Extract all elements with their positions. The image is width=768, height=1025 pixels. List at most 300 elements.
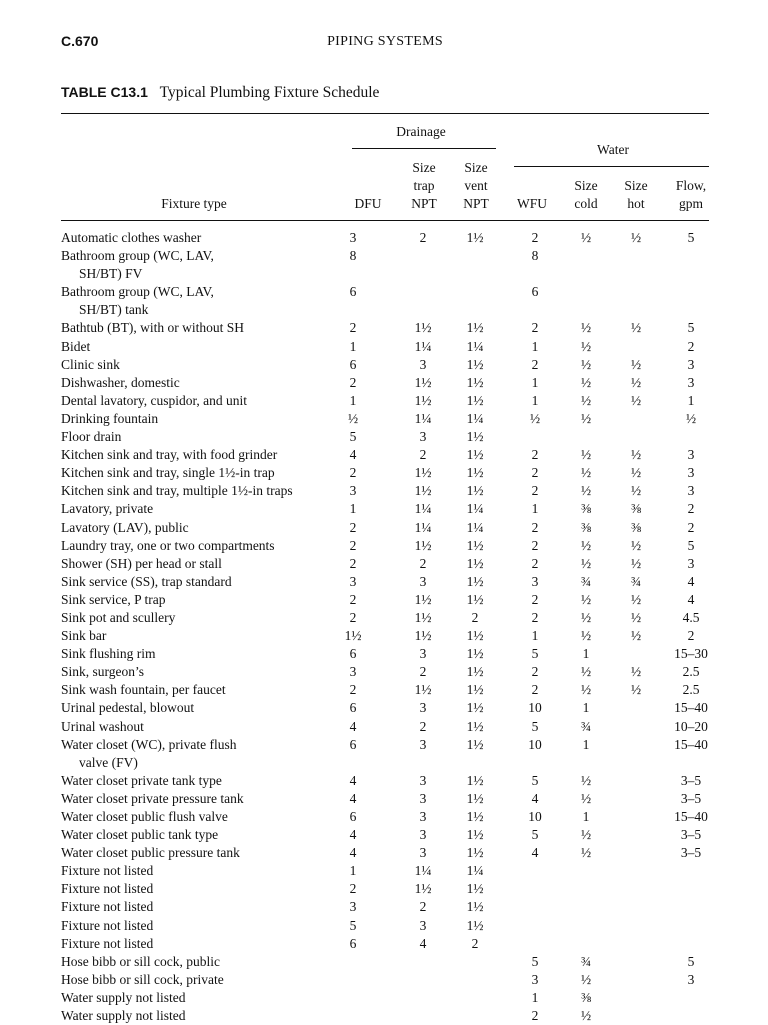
wfu-cell: 5 [531, 646, 539, 662]
fixture-type-cell [61, 953, 351, 971]
wfu-cell: 5 [531, 718, 539, 734]
dfu-cell: 1 [349, 338, 357, 354]
trap-size-cell: 1½ [414, 392, 432, 408]
fixture-type-text: Bathtub (BT), with or without SH [61, 320, 244, 336]
wfu-cell: 2 [531, 519, 539, 535]
vent-size-cell: 1½ [466, 356, 484, 372]
header-flow-line1: Flow, [675, 178, 707, 193]
fixture-type-cell [61, 410, 351, 428]
cold-size-cell: ½ [580, 1008, 592, 1024]
fixture-type-text: Sink pot and scullery [61, 609, 176, 625]
fixture-type-cell [61, 844, 351, 862]
cold-size-cell: ½ [580, 447, 592, 463]
hot-size-cell: ½ [630, 555, 642, 571]
vent-size-cell: 1¼ [466, 338, 484, 354]
dfu-cell: 8 [349, 248, 357, 264]
cold-size-cell: ½ [580, 609, 592, 625]
table-row [61, 609, 709, 627]
wfu-cell: 10 [528, 700, 542, 716]
fixture-type-cell [61, 392, 351, 410]
trap-size-cell: 3 [419, 827, 427, 843]
wfu-cell: 10 [528, 809, 542, 824]
vent-size-cell: 2 [471, 609, 479, 625]
hot-size-cell: ½ [630, 537, 642, 553]
fixture-type-cell [61, 446, 351, 464]
vent-size-cell: 1½ [466, 790, 484, 806]
fixture-type-text: Water closet public pressure tank [61, 845, 240, 861]
table-row [61, 880, 709, 898]
flow-gpm-cell: 15–40 [674, 809, 708, 824]
vent-size-cell: 1½ [466, 917, 484, 933]
dfu-cell: 3 [349, 483, 357, 499]
fixture-type-text: Water supply not listed [61, 1008, 186, 1024]
trap-size-cell: 1½ [414, 374, 432, 390]
hot-size-cell: ½ [630, 609, 642, 625]
fixture-type-text: Kitchen sink and tray, with food grinder [61, 447, 278, 463]
cold-size-cell: ½ [580, 682, 592, 698]
fixture-type-text: Floor drain [61, 429, 122, 445]
cold-size-cell: ½ [580, 410, 592, 426]
dfu-cell: 1 [349, 392, 357, 408]
table-row [61, 482, 709, 500]
table-row [61, 953, 709, 971]
page-number: C.670 [61, 33, 99, 49]
fixture-type-cell [61, 862, 351, 880]
header-group-water: Water [597, 142, 629, 157]
table-row [61, 283, 709, 319]
fixture-type-cell [61, 247, 351, 283]
fixture-type-cell [61, 681, 351, 699]
fixture-type-cell [61, 609, 351, 627]
trap-size-cell: 1½ [414, 320, 432, 336]
table-top-rule [61, 113, 709, 114]
flow-gpm-cell: 3–5 [680, 827, 702, 843]
vent-size-cell: 1½ [466, 700, 484, 716]
flow-gpm-cell: 2 [687, 519, 695, 535]
table-row [61, 392, 709, 410]
table-title: Typical Plumbing Fixture Schedule [159, 84, 380, 101]
vent-size-cell: 1½ [466, 392, 484, 408]
fixture-type-text: Kitchen sink and tray, single 1½-in trap [61, 465, 275, 481]
header-hot-line2: hot [627, 196, 645, 211]
cold-size-cell: 1 [582, 809, 590, 824]
fixture-type-text: Drinking fountain [61, 410, 159, 426]
flow-gpm-cell: 4 [687, 573, 695, 589]
cold-size-cell: ⅜ [580, 519, 592, 535]
fixture-type-cell [61, 718, 351, 736]
fixture-type-continuation: valve (FV) [79, 754, 138, 770]
cold-size-cell: 1 [582, 646, 590, 662]
hot-size-cell: ½ [630, 483, 642, 499]
header-wfu: WFU [517, 196, 547, 211]
vent-size-cell: 1½ [466, 483, 484, 499]
fixture-type-text: Fixture not listed [61, 917, 154, 933]
table-row [61, 374, 709, 392]
vent-size-cell: 1½ [466, 555, 484, 571]
trap-size-cell: 2 [419, 664, 427, 680]
cold-size-cell: ½ [580, 845, 592, 861]
fixture-type-cell [61, 736, 351, 772]
vent-size-cell: 1½ [466, 573, 484, 589]
fixture-type-cell [61, 229, 351, 247]
flow-gpm-cell: 4 [687, 591, 695, 607]
dfu-cell: 2 [349, 320, 357, 336]
flow-gpm-cell: 15–40 [674, 736, 708, 752]
table-row [61, 844, 709, 862]
fixture-type-text: Urinal pedestal, blowout [61, 700, 195, 716]
dfu-cell: 2 [349, 591, 357, 607]
wfu-cell: 3 [531, 971, 539, 987]
fixture-type-text: Dental lavatory, cuspidor, and unit [61, 392, 248, 408]
fixture-type-text: Laundry tray, one or two compartments [61, 537, 275, 553]
vent-size-cell: 1½ [466, 809, 484, 824]
running-title: PIPING SYSTEMS [327, 34, 443, 49]
fixture-type-text: Shower (SH) per head or stall [61, 555, 222, 571]
trap-size-cell: 2 [419, 447, 427, 463]
table-row [61, 247, 709, 283]
fixture-type-text: Automatic clothes washer [61, 230, 202, 245]
fixture-type-text: Water closet public flush valve [61, 809, 228, 824]
fixture-type-text: Water closet public tank type [61, 827, 219, 843]
header-cold-line2: cold [574, 196, 598, 211]
fixture-type-cell [61, 338, 351, 356]
hot-size-cell: ½ [630, 392, 642, 408]
table-row [61, 410, 709, 428]
hot-size-cell: ½ [630, 628, 642, 644]
vent-size-cell: 1½ [466, 537, 484, 553]
hot-size-cell: ½ [630, 374, 642, 390]
cold-size-cell: ½ [580, 591, 592, 607]
table-row [61, 826, 709, 844]
wfu-cell: 1 [531, 338, 539, 354]
table-row [61, 917, 709, 935]
header-dfu: DFU [354, 196, 382, 211]
trap-size-cell: 2 [419, 899, 427, 915]
trap-size-cell: 1½ [414, 682, 432, 698]
dfu-cell: 3 [349, 573, 357, 589]
table-row [61, 898, 709, 916]
flow-gpm-cell: 3 [687, 971, 695, 987]
vent-size-cell: 1½ [466, 899, 484, 915]
cold-size-cell: ½ [580, 374, 592, 390]
vent-size-cell: 1½ [466, 664, 484, 680]
fixture-type-cell [61, 699, 351, 717]
vent-size-cell: 1½ [466, 320, 484, 336]
dfu-cell: 6 [349, 809, 357, 824]
header-trap-line1: Size [412, 160, 436, 175]
fixture-type-text: Sink, surgeon’s [61, 664, 145, 680]
trap-size-cell: 1½ [414, 609, 432, 625]
trap-size-cell: 3 [419, 772, 427, 788]
trap-size-cell: 3 [419, 917, 427, 933]
fixture-type-text: Bathroom group (WC, LAV, [61, 284, 214, 300]
flow-gpm-cell: 2.5 [682, 682, 700, 698]
wfu-cell: 2 [531, 465, 539, 481]
fixture-type-cell [61, 935, 351, 953]
cold-size-cell: ¾ [580, 718, 592, 734]
fixture-type-continuation: SH/BT) FV [79, 266, 143, 282]
header-vent-line1: Size [464, 160, 488, 175]
hot-size-cell: ½ [630, 591, 642, 607]
cold-size-cell: ½ [580, 356, 592, 372]
fixture-type-cell [61, 374, 351, 392]
flow-gpm-cell: 2 [687, 501, 695, 517]
header-hot-line1: Size [624, 178, 648, 193]
flow-gpm-cell: 5 [687, 230, 695, 245]
dfu-cell: 5 [349, 429, 357, 445]
cold-size-cell: ½ [580, 772, 592, 788]
water-group-rule [514, 166, 709, 167]
flow-gpm-cell: 3 [687, 356, 695, 372]
dfu-cell: 2 [349, 881, 357, 897]
dfu-cell: 2 [349, 555, 357, 571]
drainage-group-rule [352, 148, 496, 149]
flow-gpm-cell: 15–30 [674, 646, 708, 662]
fixture-type-cell [61, 555, 351, 573]
fixture-type-cell [61, 319, 351, 337]
vent-size-cell: 1½ [466, 465, 484, 481]
trap-size-cell: 2 [419, 718, 427, 734]
fixture-type-text: Hose bibb or sill cock, private [61, 971, 224, 987]
cold-size-cell: ¾ [580, 953, 592, 969]
dfu-cell: 3 [349, 664, 357, 680]
table-row [61, 428, 709, 446]
dfu-cell: 1 [349, 863, 357, 879]
fixture-type-cell [61, 1007, 351, 1025]
trap-size-cell: 3 [419, 573, 427, 589]
dfu-cell: 2 [349, 519, 357, 535]
fixture-type-cell [61, 537, 351, 555]
hot-size-cell: ½ [630, 447, 642, 463]
table-row [61, 663, 709, 681]
vent-size-cell: 1½ [466, 591, 484, 607]
fixture-type-text: Fixture not listed [61, 863, 154, 879]
vent-size-cell: 1½ [466, 429, 484, 445]
fixture-type-cell [61, 519, 351, 537]
flow-gpm-cell: 3–5 [680, 845, 702, 861]
table-row [61, 681, 709, 699]
trap-size-cell: 2 [419, 555, 427, 571]
wfu-cell: 4 [531, 790, 539, 806]
wfu-cell: 2 [531, 356, 539, 372]
wfu-cell: 2 [531, 537, 539, 553]
fixture-type-cell [61, 464, 351, 482]
vent-size-cell: 1½ [466, 845, 484, 861]
fixture-type-cell [61, 283, 351, 319]
vent-size-cell: 2 [471, 935, 479, 951]
header-fixture-type: Fixture type [161, 196, 227, 211]
table-row [61, 464, 709, 482]
dfu-cell: 6 [349, 700, 357, 716]
fixture-type-text: Dishwasher, domestic [61, 374, 180, 390]
table-row [61, 537, 709, 555]
flow-gpm-cell: 15–40 [674, 700, 708, 716]
dfu-cell: 5 [349, 917, 357, 933]
wfu-cell: 2 [531, 609, 539, 625]
trap-size-cell: 1¼ [414, 338, 432, 354]
flow-gpm-cell: 1 [687, 392, 695, 408]
fixture-type-text: Sink service (SS), trap standard [61, 573, 232, 589]
fixture-type-text: Sink service, P trap [61, 591, 166, 607]
trap-size-cell: 1¼ [414, 519, 432, 535]
hot-size-cell: ½ [630, 230, 642, 245]
vent-size-cell: 1½ [466, 881, 484, 897]
hot-size-cell: ½ [630, 465, 642, 481]
cold-size-cell: ¾ [580, 573, 592, 589]
table-row [61, 338, 709, 356]
table-row [61, 645, 709, 663]
fixture-type-text: Urinal washout [61, 718, 144, 734]
fixture-type-cell [61, 790, 351, 808]
table-row [61, 971, 709, 989]
wfu-cell: 2 [531, 682, 539, 698]
table-row [61, 319, 709, 337]
flow-gpm-cell: 3–5 [680, 772, 702, 788]
wfu-cell: 8 [531, 248, 539, 264]
cold-size-cell: ½ [580, 537, 592, 553]
trap-size-cell: 3 [419, 356, 427, 372]
fixture-type-cell [61, 573, 351, 591]
cold-size-cell: ⅜ [580, 501, 592, 517]
table-row [61, 229, 709, 247]
fixture-type-text: Hose bibb or sill cock, public [61, 953, 220, 969]
table-row [61, 935, 709, 953]
cold-size-cell: ½ [580, 827, 592, 843]
wfu-cell: 4 [531, 845, 539, 861]
vent-size-cell: 1½ [466, 374, 484, 390]
fixture-type-text: Sink flushing rim [61, 646, 156, 662]
fixture-type-cell [61, 645, 351, 663]
flow-gpm-cell: 2.5 [682, 664, 700, 680]
cold-size-cell: ½ [580, 483, 592, 499]
fixture-type-cell [61, 808, 351, 826]
fixture-type-cell [61, 500, 351, 518]
trap-size-cell: 1¼ [414, 863, 432, 879]
dfu-cell: 6 [349, 935, 357, 951]
dfu-cell: 4 [349, 718, 357, 734]
dfu-cell: 2 [349, 374, 357, 390]
cold-size-cell: ½ [580, 465, 592, 481]
header-vent-line2: vent [464, 178, 488, 193]
trap-size-cell: 1½ [414, 591, 432, 607]
table-row [61, 591, 709, 609]
hot-size-cell: ½ [630, 356, 642, 372]
fixture-type-text: Lavatory, private [61, 501, 154, 517]
dfu-cell: 4 [349, 790, 357, 806]
wfu-cell: 2 [531, 320, 539, 336]
wfu-cell: 1 [531, 374, 539, 390]
fixture-type-text: Bidet [61, 338, 91, 354]
fixture-type-cell [61, 627, 351, 645]
fixture-type-cell [61, 917, 351, 935]
table-row [61, 573, 709, 591]
table-row [61, 736, 709, 772]
dfu-cell: 4 [349, 772, 357, 788]
vent-size-cell: 1½ [466, 447, 484, 463]
cold-size-cell: ⅜ [580, 989, 592, 1005]
table-caption [61, 84, 709, 102]
dfu-cell: 6 [349, 356, 357, 372]
vent-size-cell: 1½ [466, 628, 484, 644]
vent-size-cell: 1½ [466, 772, 484, 788]
wfu-cell: 2 [531, 483, 539, 499]
dfu-cell: 4 [349, 827, 357, 843]
fixture-type-cell [61, 989, 351, 1007]
wfu-cell: 3 [531, 573, 539, 589]
trap-size-cell: 1½ [414, 483, 432, 499]
trap-size-cell: 1½ [414, 465, 432, 481]
vent-size-cell: 1¼ [466, 501, 484, 517]
fixture-type-cell [61, 428, 351, 446]
table-row [61, 790, 709, 808]
cold-size-cell: ½ [580, 338, 592, 354]
dfu-cell: 1 [349, 501, 357, 517]
wfu-cell: 1 [531, 392, 539, 408]
hot-size-cell: ½ [630, 320, 642, 336]
table-row [61, 627, 709, 645]
hot-size-cell: ⅜ [630, 501, 642, 517]
trap-size-cell: 1½ [414, 628, 432, 644]
flow-gpm-cell: 5 [687, 537, 695, 553]
fixture-type-cell [61, 826, 351, 844]
header-vent-line3: NPT [463, 196, 489, 211]
fixture-type-cell [61, 591, 351, 609]
header-trap-line2: trap [413, 178, 435, 193]
dfu-cell: 3 [349, 899, 357, 915]
table-row [61, 862, 709, 880]
fixture-schedule-table [61, 229, 709, 1025]
dfu-cell: 6 [349, 646, 357, 662]
flow-gpm-cell: 2 [687, 338, 695, 354]
dfu-cell: 6 [349, 284, 357, 300]
trap-size-cell: 1¼ [414, 501, 432, 517]
wfu-cell: 6 [531, 284, 539, 300]
flow-gpm-cell: 4.5 [682, 609, 700, 625]
fixture-type-text: Fixture not listed [61, 881, 154, 897]
trap-size-cell: 3 [419, 429, 427, 445]
vent-size-cell: 1½ [466, 230, 484, 245]
hot-size-cell: ½ [630, 682, 642, 698]
flow-gpm-cell: 10–20 [674, 718, 708, 734]
fixture-type-text: Sink bar [61, 628, 107, 644]
cold-size-cell: 1 [582, 736, 590, 752]
table-header-rule [61, 220, 709, 221]
dfu-cell: 4 [349, 845, 357, 861]
fixture-type-cell [61, 898, 351, 916]
vent-size-cell: 1¼ [466, 410, 484, 426]
wfu-cell: 1 [531, 501, 539, 517]
wfu-cell: 1 [531, 628, 539, 644]
cold-size-cell: ½ [580, 628, 592, 644]
wfu-cell: 1 [531, 989, 539, 1005]
table-label: TABLE C13.1 [61, 84, 148, 100]
dfu-cell: 2 [349, 465, 357, 481]
trap-size-cell: 3 [419, 790, 427, 806]
flow-gpm-cell: 3 [687, 447, 695, 463]
fixture-type-cell [61, 663, 351, 681]
fixture-type-text: Sink wash fountain, per faucet [61, 682, 226, 698]
wfu-cell: 2 [531, 555, 539, 571]
fixture-type-cell [61, 356, 351, 374]
wfu-cell: ½ [529, 410, 541, 426]
table-row [61, 500, 709, 518]
fixture-type-text: Water closet private pressure tank [61, 790, 244, 806]
header-trap-line3: NPT [411, 196, 437, 211]
trap-size-cell: 3 [419, 736, 427, 752]
dfu-cell: 4 [349, 447, 357, 463]
fixture-type-text: Clinic sink [61, 356, 120, 372]
flow-gpm-cell: 3 [687, 465, 695, 481]
